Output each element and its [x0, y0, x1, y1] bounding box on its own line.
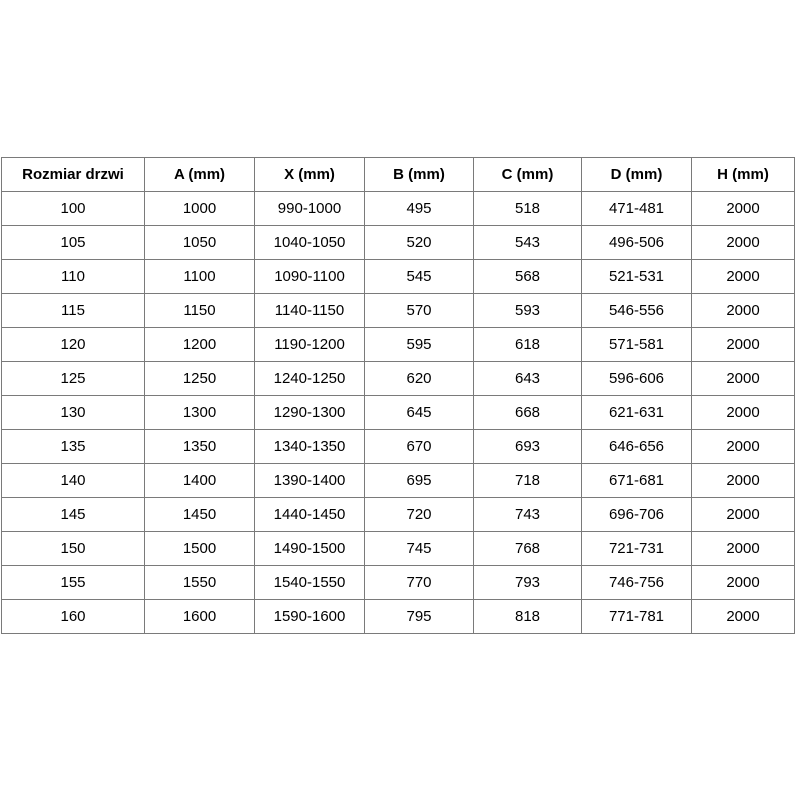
table-cell: 745	[365, 532, 474, 566]
table-cell: 2000	[692, 192, 795, 226]
table-cell: 543	[474, 226, 582, 260]
table-cell: 795	[365, 600, 474, 634]
table-cell: 695	[365, 464, 474, 498]
table-cell: 125	[2, 362, 145, 396]
table-cell: 770	[365, 566, 474, 600]
column-header-6: H (mm)	[692, 158, 795, 192]
table-cell: 668	[474, 396, 582, 430]
table-cell: 2000	[692, 328, 795, 362]
table-cell: 1450	[145, 498, 255, 532]
table-body	[2, 192, 795, 634]
table-cell: 1090-1100	[255, 260, 365, 294]
table-cell: 596-606	[582, 362, 692, 396]
table-cell: 1250	[145, 362, 255, 396]
table-row	[2, 600, 795, 634]
table-row	[2, 260, 795, 294]
table-cell: 471-481	[582, 192, 692, 226]
table-cell: 671-681	[582, 464, 692, 498]
table-cell: 1490-1500	[255, 532, 365, 566]
table-cell: 721-731	[582, 532, 692, 566]
table-cell: 2000	[692, 396, 795, 430]
table-cell: 645	[365, 396, 474, 430]
table-cell: 2000	[692, 226, 795, 260]
table-cell: 1300	[145, 396, 255, 430]
column-header-2: X (mm)	[255, 158, 365, 192]
column-header-5: D (mm)	[582, 158, 692, 192]
table-cell: 1150	[145, 294, 255, 328]
table-row	[2, 498, 795, 532]
table-cell: 793	[474, 566, 582, 600]
table-cell: 720	[365, 498, 474, 532]
table-cell: 718	[474, 464, 582, 498]
table-cell: 120	[2, 328, 145, 362]
table-cell: 746-756	[582, 566, 692, 600]
table-cell: 145	[2, 498, 145, 532]
table-cell: 1000	[145, 192, 255, 226]
table-cell: 518	[474, 192, 582, 226]
column-header-3: B (mm)	[365, 158, 474, 192]
table-row	[2, 294, 795, 328]
table-cell: 593	[474, 294, 582, 328]
table-cell: 140	[2, 464, 145, 498]
table-cell: 105	[2, 226, 145, 260]
table-cell: 520	[365, 226, 474, 260]
table-cell: 618	[474, 328, 582, 362]
table-cell: 2000	[692, 260, 795, 294]
column-header-4: C (mm)	[474, 158, 582, 192]
table-cell: 696-706	[582, 498, 692, 532]
table-cell: 2000	[692, 532, 795, 566]
table-cell: 768	[474, 532, 582, 566]
table-cell: 2000	[692, 430, 795, 464]
table-cell: 100	[2, 192, 145, 226]
table-row	[2, 532, 795, 566]
table-cell: 670	[365, 430, 474, 464]
table-cell: 1190-1200	[255, 328, 365, 362]
table-cell: 495	[365, 192, 474, 226]
table-cell: 990-1000	[255, 192, 365, 226]
table-row	[2, 226, 795, 260]
table-cell: 1600	[145, 600, 255, 634]
table-cell: 1140-1150	[255, 294, 365, 328]
table-cell: 1100	[145, 260, 255, 294]
table-cell: 743	[474, 498, 582, 532]
table-cell: 771-781	[582, 600, 692, 634]
table-cell: 568	[474, 260, 582, 294]
table-cell: 135	[2, 430, 145, 464]
table-cell: 1200	[145, 328, 255, 362]
table-cell: 818	[474, 600, 582, 634]
table-cell: 2000	[692, 362, 795, 396]
table-cell: 2000	[692, 294, 795, 328]
table-row	[2, 396, 795, 430]
table-cell: 1350	[145, 430, 255, 464]
table-cell: 2000	[692, 464, 795, 498]
table-cell: 155	[2, 566, 145, 600]
table-cell: 521-531	[582, 260, 692, 294]
table-row	[2, 362, 795, 396]
table-cell: 620	[365, 362, 474, 396]
table-cell: 545	[365, 260, 474, 294]
table-cell: 1500	[145, 532, 255, 566]
table-cell: 1440-1450	[255, 498, 365, 532]
table-cell: 1240-1250	[255, 362, 365, 396]
table-cell: 621-631	[582, 396, 692, 430]
table-cell: 2000	[692, 566, 795, 600]
table-cell: 2000	[692, 498, 795, 532]
table-cell: 150	[2, 532, 145, 566]
table-cell: 1290-1300	[255, 396, 365, 430]
table-row	[2, 430, 795, 464]
table-cell: 546-556	[582, 294, 692, 328]
column-header-0: Rozmiar drzwi	[2, 158, 145, 192]
table-cell: 571-581	[582, 328, 692, 362]
table-cell: 115	[2, 294, 145, 328]
table-row	[2, 192, 795, 226]
table-row	[2, 328, 795, 362]
table-cell: 160	[2, 600, 145, 634]
table-cell: 1040-1050	[255, 226, 365, 260]
table-cell: 1540-1550	[255, 566, 365, 600]
table-cell: 646-656	[582, 430, 692, 464]
table-cell: 643	[474, 362, 582, 396]
table-cell: 496-506	[582, 226, 692, 260]
table-cell: 1550	[145, 566, 255, 600]
header-row	[2, 158, 795, 192]
table-cell: 570	[365, 294, 474, 328]
table-cell: 1390-1400	[255, 464, 365, 498]
table-row	[2, 464, 795, 498]
table-cell: 2000	[692, 600, 795, 634]
table-cell: 693	[474, 430, 582, 464]
table-cell: 1590-1600	[255, 600, 365, 634]
table-cell: 1400	[145, 464, 255, 498]
table-cell: 1340-1350	[255, 430, 365, 464]
column-header-1: A (mm)	[145, 158, 255, 192]
door-size-table	[1, 157, 795, 634]
table-cell: 110	[2, 260, 145, 294]
table-row	[2, 566, 795, 600]
table-cell: 595	[365, 328, 474, 362]
table-cell: 1050	[145, 226, 255, 260]
table-cell: 130	[2, 396, 145, 430]
